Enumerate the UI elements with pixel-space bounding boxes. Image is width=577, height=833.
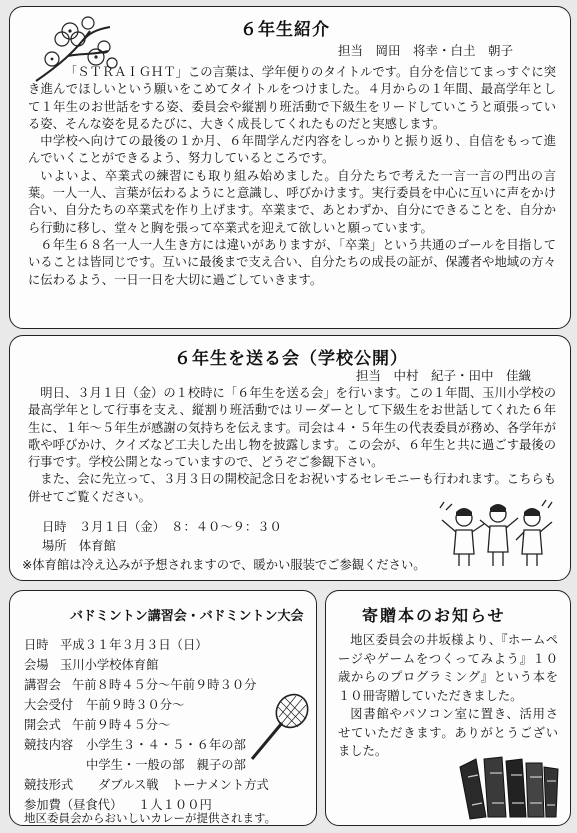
schedule-row bbox=[24, 755, 246, 773]
intro-paragraph: ６年生６８名一人一人生き方には違いがありますが、「卒業」という共通のゴールを目指していることは皆同じです。互いに最後まで支え合い、自分たちの成長の証が、保護者や地域の方々に伝わるよう、一日一日を大切に過ごしていきます。 bbox=[28, 237, 556, 287]
row-label: 開会式 bbox=[24, 718, 61, 732]
farewell-paragraph: 明日、３月１日（金）の１校時に「６年生を送る会」を行います。この１年間、玉川小学校の最高学年として行事を支え、縦割り班活動ではリーダーとして下級生をお世話してくれた６年生に、１年～５年生が感謝の気持ちを伝えます。司会は４・５年生の代表委員が務め、各学年が歌や呼びかけ、クイズなど工夫した出し物を披露します。この会が、６年生と共に過ごす最後の行事です。学校公開となっていますので、どうぞご参観下さい。 bbox=[28, 386, 556, 470]
farewell-section bbox=[9, 335, 571, 581]
donation-paragraph: 図書館やパソコン室に置き、活用させていただきます。ありがとうございました。 bbox=[338, 707, 558, 758]
badminton-section bbox=[9, 590, 317, 826]
badminton-racket-icon bbox=[246, 691, 314, 765]
row-label: 参加費（昼食代） bbox=[24, 798, 123, 812]
farewell-place bbox=[42, 536, 116, 554]
row-value: 玉川小学校体育館 bbox=[60, 658, 159, 672]
row-value: 小学生３・４・５・６年の部 bbox=[86, 738, 246, 752]
schedule-row bbox=[24, 695, 184, 713]
row-label: 日時 bbox=[24, 638, 49, 652]
farewell-note: ※体育館は冷え込みが予想されますので、暖かい服装でご参観ください。 bbox=[22, 558, 426, 572]
intro-byline: 担当 岡田 将幸・白𡈽 朝子 bbox=[338, 43, 514, 58]
donation-paragraph: 地区委員会の井坂様より、『ホームページやゲームをつくってみよう』１０歳からのプログラミング』という本を１０冊寄贈していただきました。 bbox=[338, 633, 558, 703]
row-value: ダブルス戦 トーナメント方式 bbox=[98, 778, 269, 792]
schedule-row bbox=[24, 675, 256, 693]
row-label: 競技内容 bbox=[24, 738, 74, 752]
schedule-row bbox=[24, 715, 170, 733]
schedule-row bbox=[24, 655, 158, 673]
date-label: 日時 bbox=[42, 520, 67, 534]
intro-title: ６年生紹介 bbox=[240, 20, 330, 40]
children-illustration-icon bbox=[436, 496, 556, 568]
books-icon bbox=[454, 749, 566, 821]
farewell-date bbox=[42, 517, 282, 535]
intro-paragraph: いよいよ、卒業式の練習にも取り組み始めました。自分たちで考えた一言一言の門出の言葉。一人一人、言葉が伝わるようにと意識し、呼びかけます。実行委員を中心に互いに声をかけ合い、自分たちの卒業式を作り上げます。卒業まで、あとわずか、自分にできることを、自分から行動に移し、堂々と胸を張って卒業式を迎えて欲しいと願っています。 bbox=[28, 168, 556, 235]
farewell-byline: 担当 中村 紀子・田中 佳織 bbox=[356, 368, 532, 383]
row-label: 会場 bbox=[24, 658, 49, 672]
row-label: 講習会 bbox=[24, 678, 61, 692]
intro-section bbox=[9, 6, 571, 329]
donation-body bbox=[338, 631, 558, 761]
schedule-row bbox=[24, 775, 269, 793]
row-value: 午前８時４５分～午前９時３０分 bbox=[72, 678, 257, 692]
schedule-row bbox=[24, 635, 208, 653]
badminton-title: バドミントン講習会・バドミントン大会 bbox=[70, 609, 304, 624]
row-value: １人１００円 bbox=[138, 798, 212, 812]
row-value: 中学生・一般の部 親子の部 bbox=[86, 758, 246, 772]
place-value: 体育館 bbox=[78, 539, 116, 553]
intro-paragraph: 「ＳＴＲＡＩＧＨＴ」この言葉は、学年便りのタイトルです。自分を信じてまっすぐに突き進んでほしいという願いをこめてタイトルをつけました。４月からの１年間、最高学年として１年生のお世話をする姿、委員会や縦割り班活動で下級生をリードしていこうと頑張っている姿、そんな姿を見るたびに、大きく成長してくれたものだと実感します。 bbox=[28, 65, 556, 131]
date-value: ３月１日（金） ８：４０～９：３０ bbox=[78, 520, 282, 534]
row-value: 午前９時３０分～ bbox=[86, 698, 185, 712]
row-value: 午前９時４５分～ bbox=[72, 718, 171, 732]
schedule-row bbox=[24, 735, 246, 753]
farewell-paragraph: また、会に先立って、３月３日の開校記念日をお祝いするセレモニーも行われます。こちらも併せてご覧ください。 bbox=[28, 472, 556, 504]
badminton-footer: 地区委員会からおいしいカレーが提供されます。 bbox=[24, 811, 277, 825]
farewell-title: ６年生を送る会（学校公開） bbox=[174, 349, 408, 369]
row-value: 平成３１年３月３日（日） bbox=[60, 638, 208, 652]
row-label: 競技形式 bbox=[24, 778, 74, 792]
donation-section bbox=[325, 590, 571, 826]
row-label: 大会受付 bbox=[24, 698, 74, 712]
intro-paragraph: 中学校へ向けての最後の１か月、６年間学んだ内容をしっかりと振り返り、自信をもって進んでいくことができるよう、努力しているところです。 bbox=[28, 134, 556, 166]
place-label: 場所 bbox=[42, 539, 67, 553]
intro-body bbox=[28, 64, 556, 289]
farewell-body bbox=[28, 385, 556, 506]
donation-title: 寄贈本のお知らせ bbox=[362, 606, 506, 625]
